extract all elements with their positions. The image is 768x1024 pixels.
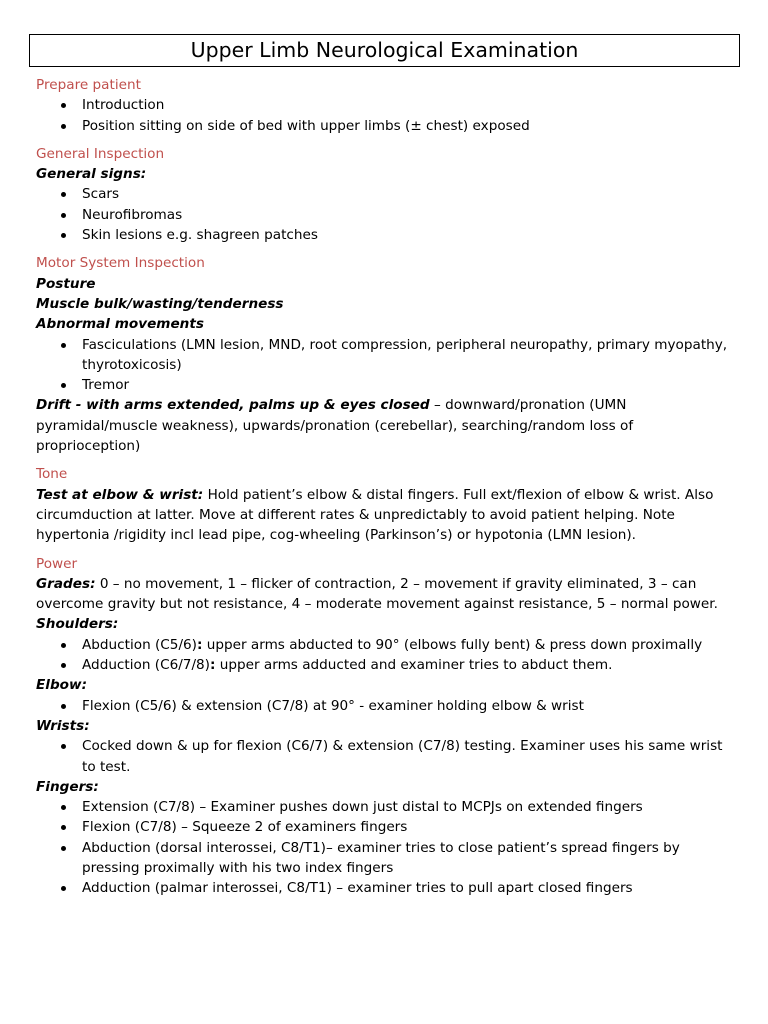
list-item: Skin lesions e.g. shagreen patches (36, 225, 736, 245)
subheading-shoulders: Shoulders: (36, 616, 119, 633)
tone-paragraph (36, 485, 736, 546)
subheading-posture: Posture (36, 275, 96, 292)
bullet-list (36, 184, 736, 245)
document-page (36, 34, 736, 899)
item-sep: : (196, 636, 203, 653)
item-lead: Adduction (C6/7/8) (82, 657, 210, 674)
page-title-text: Upper Limb Neurological Examination (190, 38, 579, 63)
drift-text: – downward/pronation (UMN pyramidal/muscle weakness), upwards/pronation (cerebellar), searching/random loss of proprioception) (36, 397, 634, 455)
subheading-elbow: Elbow: (36, 677, 88, 694)
item-sep: : (209, 657, 216, 674)
grades-paragraph (36, 574, 736, 615)
grades-label: Grades: (36, 575, 96, 592)
subheading-muscle-bulk: Muscle bulk/wasting/tenderness (36, 295, 284, 312)
section-motor-inspection (36, 253, 736, 456)
list-item: Abduction (dorsal interossei, C8/T1)– examiner tries to close patient’s spread fingers by pressing proximally with his two index fingers (36, 838, 736, 879)
section-general-inspection (36, 144, 736, 245)
bullet-list (36, 95, 736, 136)
list-item: Tremor (36, 375, 736, 395)
list-item (36, 655, 736, 675)
section-power (36, 554, 736, 899)
subheading-abnormal-movements: Abnormal movements (36, 316, 204, 333)
section-heading: Power (36, 555, 78, 572)
tone-text: Hold patient’s elbow & distal fingers. Full ext/flexion of elbow & wrist. Also circumduction at latter. Move at different rates & unpredictably to avoid patient helping. Note hypertonia /rigidity incl lead pipe, cog-wheeling (Parkinson’s) or hypotonia (LMN lesion). (36, 486, 714, 544)
list-item: Introduction (36, 95, 736, 115)
list-item: Scars (36, 184, 736, 204)
section-heading: General Inspection (36, 145, 165, 162)
bullet-list (36, 736, 736, 777)
page-title (29, 34, 740, 67)
subheading-wrists: Wrists: (36, 717, 90, 734)
list-item: Flexion (C7/8) – Squeeze 2 of examiners fingers (36, 817, 736, 837)
section-heading: Tone (36, 466, 68, 483)
item-rest: upper arms abducted to 90° (elbows fully bent) & press down proximally (202, 636, 703, 653)
list-item: Cocked down & up for flexion (C6/7) & extension (C7/8) testing. Examiner uses his same wrist to test. (36, 736, 736, 777)
bullet-list (36, 335, 736, 396)
subheading-general-signs: General signs: (36, 166, 147, 183)
tone-label: Test at elbow & wrist: (36, 486, 204, 503)
list-item: Extension (C7/8) – Examiner pushes down just distal to MCPJs on extended fingers (36, 797, 736, 817)
bullet-list (36, 635, 736, 676)
bullet-list (36, 696, 736, 716)
section-prepare-patient (36, 75, 736, 136)
item-lead: Abduction (C5/6) (82, 636, 197, 653)
bullet-list (36, 797, 736, 898)
list-item: Flexion (C5/6) & extension (C7/8) at 90° - examiner holding elbow & wrist (36, 696, 736, 716)
section-heading: Motor System Inspection (36, 255, 205, 272)
list-item: Position sitting on side of bed with upper limbs (± chest) exposed (36, 116, 736, 136)
drift-label: Drift - with arms extended, palms up & eyes closed (36, 397, 430, 414)
list-item: Adduction (palmar interossei, C8/T1) – examiner tries to pull apart closed fingers (36, 878, 736, 898)
section-tone (36, 464, 736, 545)
item-rest: upper arms adducted and examiner tries to abduct them. (215, 657, 613, 674)
grades-text: 0 – no movement, 1 – flicker of contraction, 2 – movement if gravity eliminated, 3 – can overcome gravity but not resistance, 4 – moderate movement against resistance, 5 – normal power. (36, 575, 718, 613)
list-item: Neurofibromas (36, 205, 736, 225)
section-heading: Prepare patient (36, 77, 141, 93)
list-item: Fasciculations (LMN lesion, MND, root compression, peripheral neuropathy, primary myopathy, thyrotoxicosis) (36, 335, 736, 376)
drift-paragraph (36, 395, 736, 456)
subheading-fingers: Fingers: (36, 778, 99, 795)
list-item (36, 635, 736, 655)
